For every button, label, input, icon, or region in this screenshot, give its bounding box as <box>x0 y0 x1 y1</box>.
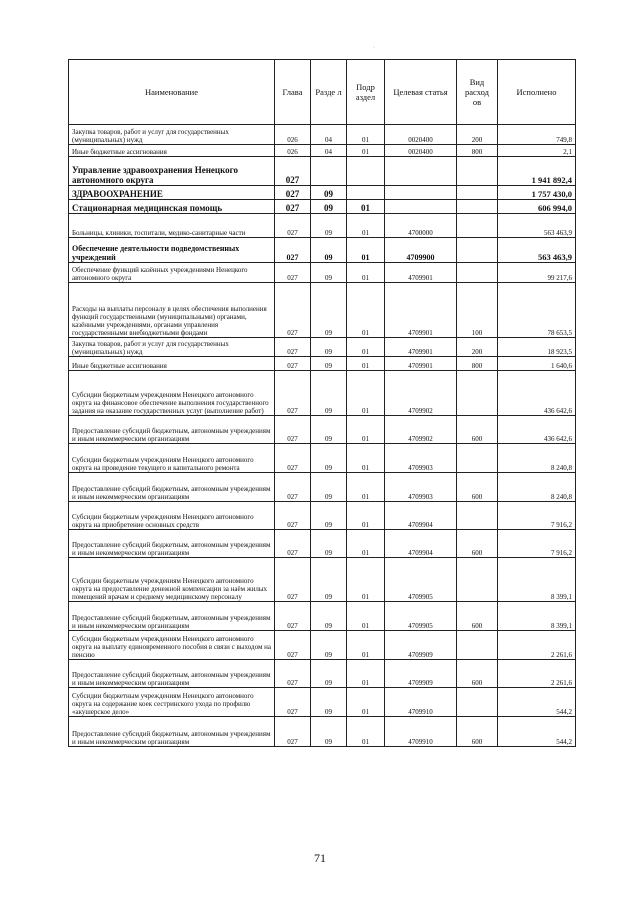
table-row <box>69 357 576 371</box>
row-vid: 600 <box>457 602 498 631</box>
row-vid: 600 <box>457 717 498 747</box>
budget-table <box>68 59 576 747</box>
row-podrazdel: 01 <box>347 214 385 238</box>
row-vid <box>457 371 498 416</box>
row-glava: 027 <box>275 200 311 214</box>
row-razdel: 04 <box>311 145 347 157</box>
row-target <box>385 200 457 214</box>
row-value: 606 994,0 <box>498 200 576 214</box>
row-target: 4709904 <box>385 502 457 530</box>
row-target <box>385 157 457 186</box>
row-target: 0020400 <box>385 125 457 145</box>
row-value: 78 653,5 <box>498 283 576 338</box>
header-executed: Исполнено <box>498 60 576 125</box>
row-glava: 027 <box>275 214 311 238</box>
table-body <box>69 125 576 747</box>
row-target <box>385 186 457 200</box>
row-target: 4709901 <box>385 283 457 338</box>
row-target: 4709910 <box>385 688 457 717</box>
row-razdel: 09 <box>311 371 347 416</box>
row-razdel: 09 <box>311 283 347 338</box>
row-vid <box>457 157 498 186</box>
row-target: 4709909 <box>385 631 457 660</box>
row-razdel: 09 <box>311 688 347 717</box>
row-razdel: 09 <box>311 660 347 688</box>
row-target: 4709905 <box>385 558 457 602</box>
header-razdel: Разде л <box>311 60 347 125</box>
table-row <box>69 602 576 631</box>
row-podrazdel <box>347 157 385 186</box>
row-razdel: 09 <box>311 200 347 214</box>
row-value: 1 941 892,4 <box>498 157 576 186</box>
header-target: Целевая статья <box>385 60 457 125</box>
row-vid: 600 <box>457 416 498 444</box>
row-value: 2 261,6 <box>498 631 576 660</box>
row-vid <box>457 688 498 717</box>
row-podrazdel: 01 <box>347 238 385 263</box>
row-name: Обеспечение деятельности подведомственных учреждений <box>69 238 275 263</box>
row-podrazdel <box>347 186 385 200</box>
table-row <box>69 238 576 263</box>
row-vid <box>457 444 498 473</box>
row-glava: 027 <box>275 371 311 416</box>
table-row <box>69 214 576 238</box>
row-podrazdel: 01 <box>347 558 385 602</box>
row-podrazdel: 01 <box>347 602 385 631</box>
row-value: 563 463,9 <box>498 214 576 238</box>
row-razdel: 09 <box>311 186 347 200</box>
row-name: Субсидии бюджетным учреждениям Ненецкого автономного округа на приобретение основных средств <box>69 502 275 530</box>
row-vid <box>457 238 498 263</box>
row-razdel: 09 <box>311 631 347 660</box>
row-value: 563 463,9 <box>498 238 576 263</box>
table-row <box>69 125 576 145</box>
row-value: 8 399,1 <box>498 602 576 631</box>
row-podrazdel: 01 <box>347 371 385 416</box>
row-value: 1 757 430,0 <box>498 186 576 200</box>
row-razdel: 09 <box>311 444 347 473</box>
table-row <box>69 502 576 530</box>
table-row <box>69 283 576 338</box>
row-value: 18 923,5 <box>498 338 576 357</box>
row-vid: 100 <box>457 283 498 338</box>
row-podrazdel: 01 <box>347 357 385 371</box>
row-target: 4709902 <box>385 416 457 444</box>
row-vid: 600 <box>457 473 498 502</box>
row-name: Иные бюджетные ассигнования <box>69 357 275 371</box>
header-podrazdel: Подр аздел <box>347 60 385 125</box>
table-row <box>69 717 576 747</box>
table-row <box>69 416 576 444</box>
row-value: 99 217,6 <box>498 263 576 283</box>
row-target: 4709901 <box>385 338 457 357</box>
table-row <box>69 157 576 186</box>
table-row <box>69 660 576 688</box>
table-row <box>69 200 576 214</box>
row-glava: 027 <box>275 238 311 263</box>
row-value: 749,8 <box>498 125 576 145</box>
row-razdel <box>311 157 347 186</box>
row-name: Субсидии бюджетным учреждениям Ненецкого автономного округа на выплату единовременного пособия в связи с выходом на пенсию <box>69 631 275 660</box>
row-podrazdel: 01 <box>347 416 385 444</box>
row-razdel: 09 <box>311 263 347 283</box>
row-vid: 600 <box>457 660 498 688</box>
row-glava: 027 <box>275 558 311 602</box>
row-podrazdel: 01 <box>347 125 385 145</box>
row-glava: 026 <box>275 125 311 145</box>
row-target: 4709900 <box>385 238 457 263</box>
row-vid: 600 <box>457 530 498 558</box>
row-value: 7 916,2 <box>498 502 576 530</box>
table-row <box>69 530 576 558</box>
row-podrazdel: 01 <box>347 145 385 157</box>
row-podrazdel: 01 <box>347 338 385 357</box>
table-row <box>69 444 576 473</box>
row-glava: 027 <box>275 631 311 660</box>
row-razdel: 09 <box>311 357 347 371</box>
row-vid: 200 <box>457 338 498 357</box>
row-glava: 027 <box>275 444 311 473</box>
row-value: 8 240,8 <box>498 473 576 502</box>
row-name: Предоставление субсидий бюджетным, автономным учреждениям и иным некоммерческим организациям <box>69 602 275 631</box>
row-target: 4709910 <box>385 717 457 747</box>
row-podrazdel: 01 <box>347 200 385 214</box>
row-name: Закупка товаров, работ и услуг для государственных (муниципальных) нужд <box>69 338 275 357</box>
row-glava: 027 <box>275 186 311 200</box>
row-glava: 027 <box>275 357 311 371</box>
row-glava: 027 <box>275 502 311 530</box>
row-target: 4709903 <box>385 444 457 473</box>
row-vid <box>457 502 498 530</box>
row-vid <box>457 214 498 238</box>
row-vid <box>457 558 498 602</box>
row-glava: 027 <box>275 602 311 631</box>
row-glava: 027 <box>275 263 311 283</box>
row-glava: 027 <box>275 338 311 357</box>
row-razdel: 09 <box>311 558 347 602</box>
row-vid <box>457 186 498 200</box>
row-vid: 200 <box>457 125 498 145</box>
row-value: 7 916,2 <box>498 530 576 558</box>
header-glava: Глава <box>275 60 311 125</box>
row-razdel: 09 <box>311 717 347 747</box>
row-podrazdel: 01 <box>347 283 385 338</box>
row-target: 4709903 <box>385 473 457 502</box>
row-target: 4709901 <box>385 263 457 283</box>
row-razdel: 09 <box>311 530 347 558</box>
row-glava: 027 <box>275 157 311 186</box>
row-name: Субсидии бюджетным учреждениям Ненецкого автономного округа на предоставление денежной компенсации за наём жилых помещений врачам и среднему медицинскому персоналу <box>69 558 275 602</box>
row-name: Субсидии бюджетным учреждениям Ненецкого автономного округа на содержание коек сестринского ухода по профилю «акушерское дело» <box>69 688 275 717</box>
row-razdel: 09 <box>311 416 347 444</box>
row-podrazdel: 01 <box>347 631 385 660</box>
row-value: 544,2 <box>498 688 576 717</box>
row-podrazdel: 01 <box>347 444 385 473</box>
row-value: 8 240,8 <box>498 444 576 473</box>
table-row <box>69 473 576 502</box>
row-target: 4709905 <box>385 602 457 631</box>
row-razdel: 09 <box>311 602 347 631</box>
table-row <box>69 263 576 283</box>
row-name: ЗДРАВООХРАНЕНИЕ <box>69 186 275 200</box>
table-header-row <box>69 60 576 125</box>
row-target: 4709904 <box>385 530 457 558</box>
row-value: 2,1 <box>498 145 576 157</box>
row-podrazdel: 01 <box>347 530 385 558</box>
row-podrazdel: 01 <box>347 717 385 747</box>
row-name: Иные бюджетные ассигнования <box>69 145 275 157</box>
row-glava: 027 <box>275 283 311 338</box>
row-name: Предоставление субсидий бюджетным, автономным учреждениям и иным некоммерческим организациям <box>69 416 275 444</box>
row-name: Закупка товаров, работ и услуг для государственных (муниципальных) нужд <box>69 125 275 145</box>
row-razdel: 09 <box>311 214 347 238</box>
table-row <box>69 338 576 357</box>
page-number: 71 <box>314 851 326 865</box>
row-podrazdel: 01 <box>347 263 385 283</box>
row-vid <box>457 263 498 283</box>
row-glava: 027 <box>275 688 311 717</box>
row-value: 544,2 <box>498 717 576 747</box>
scan-dot: · <box>373 45 375 51</box>
row-podrazdel: 01 <box>347 660 385 688</box>
row-podrazdel: 01 <box>347 473 385 502</box>
table-row <box>69 558 576 602</box>
row-name: Субсидии бюджетным учреждениям Ненецкого автономного округа на финансовое обеспечение выполнения государственного задания на оказание государственных услуг (выполнение работ) <box>69 371 275 416</box>
table-row <box>69 688 576 717</box>
row-glava: 027 <box>275 660 311 688</box>
row-name: Управление здравоохранения Ненецкого автономного округа <box>69 157 275 186</box>
row-vid <box>457 631 498 660</box>
table-row <box>69 145 576 157</box>
row-name: Стационарная медицинская помощь <box>69 200 275 214</box>
table-row <box>69 631 576 660</box>
row-razdel: 09 <box>311 502 347 530</box>
row-razdel: 09 <box>311 238 347 263</box>
row-glava: 026 <box>275 145 311 157</box>
row-podrazdel: 01 <box>347 502 385 530</box>
header-vid: Вид расход ов <box>457 60 498 125</box>
row-razdel: 04 <box>311 125 347 145</box>
row-vid: 800 <box>457 145 498 157</box>
row-vid: 800 <box>457 357 498 371</box>
row-name: Субсидии бюджетным учреждениям Ненецкого автономного округа на проведение текущего и капитального ремонта <box>69 444 275 473</box>
row-target: 4700000 <box>385 214 457 238</box>
row-value: 436 642,6 <box>498 371 576 416</box>
row-target: 4709902 <box>385 371 457 416</box>
row-glava: 027 <box>275 416 311 444</box>
table-row <box>69 371 576 416</box>
table-row <box>69 186 576 200</box>
header-name: Наименование <box>69 60 275 125</box>
row-name: Расходы на выплаты персоналу в целях обеспечения выполнения функций государственными (муниципальными) органами, казёнными учреждениями, органами управления государственными внебюджетными фондами <box>69 283 275 338</box>
row-name: Обеспечение функций казённых учреждениями Ненецкого автономного округа <box>69 263 275 283</box>
row-vid <box>457 200 498 214</box>
row-name: Предоставление субсидий бюджетным, автономным учреждениям и иным некоммерческим организациям <box>69 473 275 502</box>
row-target: 4709909 <box>385 660 457 688</box>
row-razdel: 09 <box>311 338 347 357</box>
row-razdel: 09 <box>311 473 347 502</box>
row-target: 4709901 <box>385 357 457 371</box>
row-value: 436 642,6 <box>498 416 576 444</box>
row-value: 8 399,1 <box>498 558 576 602</box>
row-value: 2 261,6 <box>498 660 576 688</box>
row-target: 0020400 <box>385 145 457 157</box>
row-glava: 027 <box>275 530 311 558</box>
row-podrazdel: 01 <box>347 688 385 717</box>
row-name: Предоставление субсидий бюджетным, автономным учреждениям и иным некоммерческим организациям <box>69 717 275 747</box>
row-name: Предоставление субсидий бюджетным, автономным учреждениям и иным некоммерческим организациям <box>69 530 275 558</box>
row-name: Предоставление субсидий бюджетным, автономным учреждениям и иным некоммерческим организациям <box>69 660 275 688</box>
row-glava: 027 <box>275 717 311 747</box>
row-value: 1 640,6 <box>498 357 576 371</box>
row-glava: 027 <box>275 473 311 502</box>
row-name: Больницы, клиники, госпитали, медико-санитарные части <box>69 214 275 238</box>
